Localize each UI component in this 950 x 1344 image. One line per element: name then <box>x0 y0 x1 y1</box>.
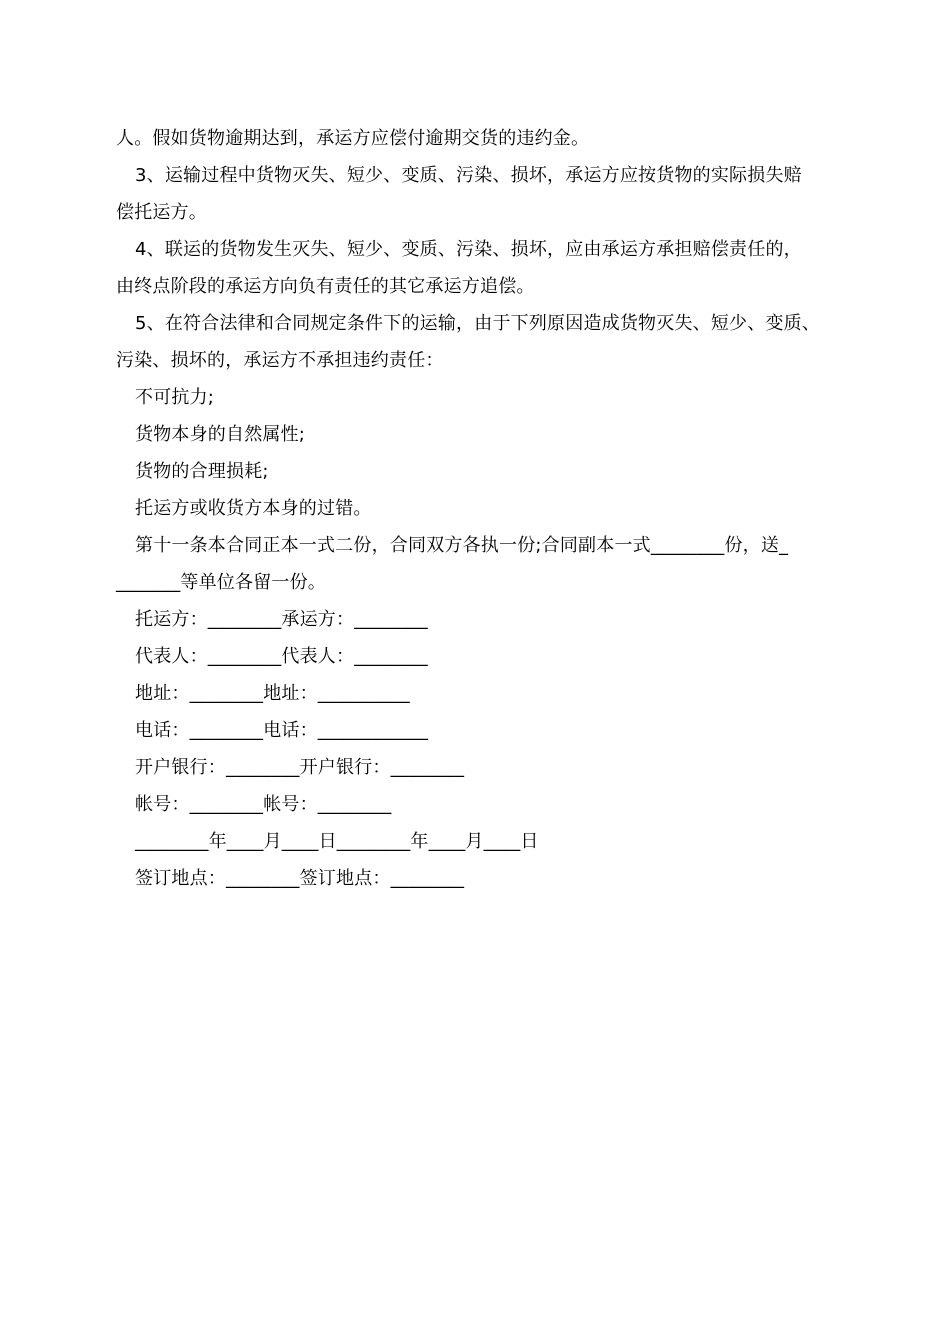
text-line: 帐号：________帐号：________ <box>135 794 392 815</box>
text-line: _______等单位各留一份。 <box>116 572 326 593</box>
text-line: 3、运输过程中货物灭失、短少、变质、污染、损坏，承运方应按货物的实际损失赔 <box>135 165 802 186</box>
text-line: 签订地点：________签订地点：________ <box>135 868 465 889</box>
text-line: 偿托运方。 <box>116 202 207 223</box>
text-line: 人。假如货物逾期达到，承运方应偿付逾期交货的违约金。 <box>116 128 590 149</box>
text-line: 托运方或收货方本身的过错。 <box>135 498 372 519</box>
text-line: 托运方：________承运方：________ <box>135 609 428 630</box>
text-line: 第十一条本合同正本一式二份，合同双方各执一份;合同副本一式________份，送_ <box>135 535 789 556</box>
text-line: 5、在符合法律和合同规定条件下的运输，由于下列原因造成货物灭失、短少、变质、 <box>135 313 821 334</box>
text-line: 不可抗力; <box>135 387 215 408</box>
text-line: ________年____月____日________年____月____日 <box>135 831 539 852</box>
text-line: 由终点阶段的承运方向负有责任的其它承运方追偿。 <box>116 276 535 297</box>
text-line: 污染、损坏的，承运方不承担违约责任： <box>116 350 444 371</box>
text-line: 开户银行：________开户银行：________ <box>135 757 465 778</box>
text-line: 货物本身的自然属性; <box>135 424 306 445</box>
text-line: 货物的合理损耗; <box>135 461 269 482</box>
text-line: 地址：________地址：__________ <box>135 683 410 704</box>
text-line: 4、联运的货物发生灭失、短少、变质、污染、损坏，应由承运方承担赔偿责任的， <box>135 239 802 260</box>
text-line: 电话：________电话：____________ <box>135 720 429 741</box>
text-line: 代表人：________代表人：________ <box>135 646 428 667</box>
